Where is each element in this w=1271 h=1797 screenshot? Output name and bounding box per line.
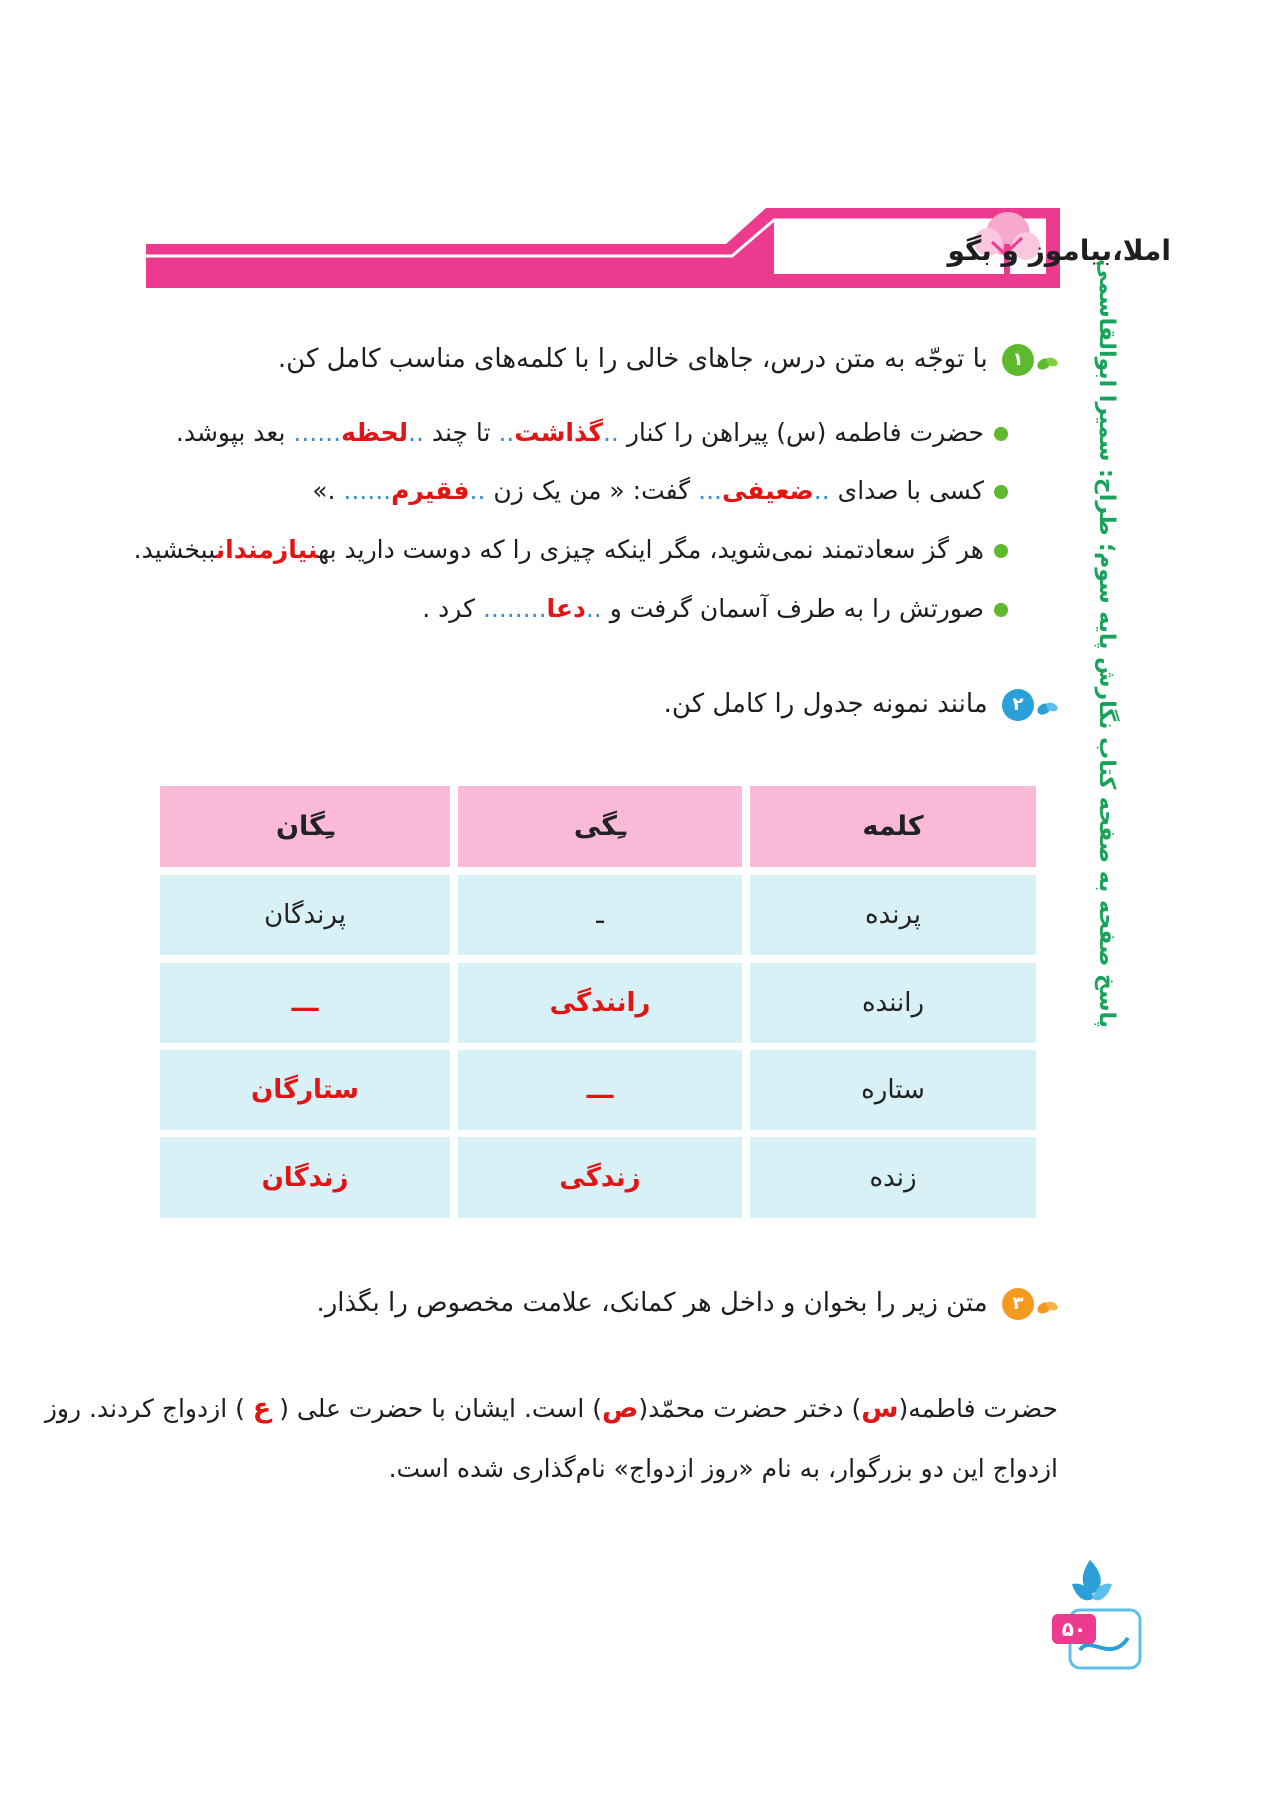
table-cell-answer: ـــ	[160, 963, 450, 1043]
table-cell-answer: زندگی	[458, 1137, 742, 1218]
negaresh-logo-icon	[1050, 1554, 1146, 1672]
bullet-icon	[994, 544, 1008, 558]
answer: گذاشت	[514, 418, 603, 447]
table-cell: پرندگان	[160, 875, 450, 955]
bullet-item: حضرت فاطمه (س) پیراهن را کنار ..گذاشت.. تا چند ..لحظه...... بعد بپوشد.	[148, 408, 1008, 458]
bullet-icon	[994, 485, 1008, 499]
table-cell-answer: ستارگان	[160, 1050, 450, 1130]
table-header: کلمه	[750, 786, 1036, 867]
paragraph-line-1: حضرت فاطمه(س) دختر حضرت محمّد(ص) است. ایشان با حضرت علی ( ع ) ازدواج کردند. روز	[44, 1393, 1058, 1424]
bullet-item: کسی با صدای ..ضعیفی... گفت: « من یک زن ..فقیرم...... .»	[148, 466, 1008, 516]
leaf-icon	[1036, 693, 1058, 717]
table-cell: راننده	[750, 963, 1036, 1043]
side-note: پاسخ صفحه به صفحه کتاب نگارش پایه سوم؛ طراح: سمیرا ابوالقاسمی	[1094, 258, 1119, 1028]
question-1-heading	[178, 336, 1058, 382]
answer: فقیرم	[391, 476, 470, 505]
question-3-heading	[178, 1280, 1058, 1326]
leaf-icon	[1036, 348, 1058, 372]
bullet-icon	[994, 603, 1008, 617]
table-cell-answer: رانندگی	[458, 963, 742, 1043]
table-header: ـِگی	[458, 786, 742, 867]
page-title: املا،بیاموز و بگو	[947, 234, 1171, 267]
table-cell-answer: زندگان	[160, 1137, 450, 1218]
answer: لحظه	[341, 418, 408, 447]
question-number: ۳	[1002, 1288, 1034, 1320]
question-2-heading	[178, 681, 1058, 727]
table-header: ـِگان	[160, 786, 450, 867]
question-text: مانند نمونه جدول را کامل کن.	[663, 689, 988, 719]
paragraph-line-2: ازدواج این دو بزرگوار، به نام «روز ازدواج» نام‌گذاری شده است.	[388, 1454, 1058, 1483]
question-number: ۲	[1002, 689, 1034, 721]
word-table	[160, 786, 1036, 1218]
bullet-item: هر گز سعادتمند نمی‌شوید، مگر اینکه چیزی را که دوست دارید بهنیازمندانببخشید.	[128, 525, 1008, 575]
table-cell-answer: ـــ	[458, 1050, 742, 1130]
question-number: ۱	[1002, 344, 1034, 376]
page-number: ۵۰	[1052, 1614, 1096, 1644]
answer: دعا	[546, 594, 586, 623]
answer: ضعیفی	[722, 476, 814, 505]
question-text: با توجّه به متن درس، جاهای خالی را با کلمه‌های مناسب کامل کن.	[277, 344, 988, 374]
bullet-item: صورتش را به طرف آسمان گرفت و ..دعا........ کرد .	[148, 584, 1008, 634]
leaf-icon	[1036, 1292, 1058, 1316]
table-cell: ـ	[458, 875, 742, 955]
answer: نیازمندان	[215, 535, 319, 564]
table-cell: پرنده	[750, 875, 1036, 955]
bullet-icon	[994, 427, 1008, 441]
question-text: متن زیر را بخوان و داخل هر کمانک، علامت مخصوص را بگذار.	[316, 1288, 988, 1318]
table-cell: زنده	[750, 1137, 1036, 1218]
table-cell: ستاره	[750, 1050, 1036, 1130]
